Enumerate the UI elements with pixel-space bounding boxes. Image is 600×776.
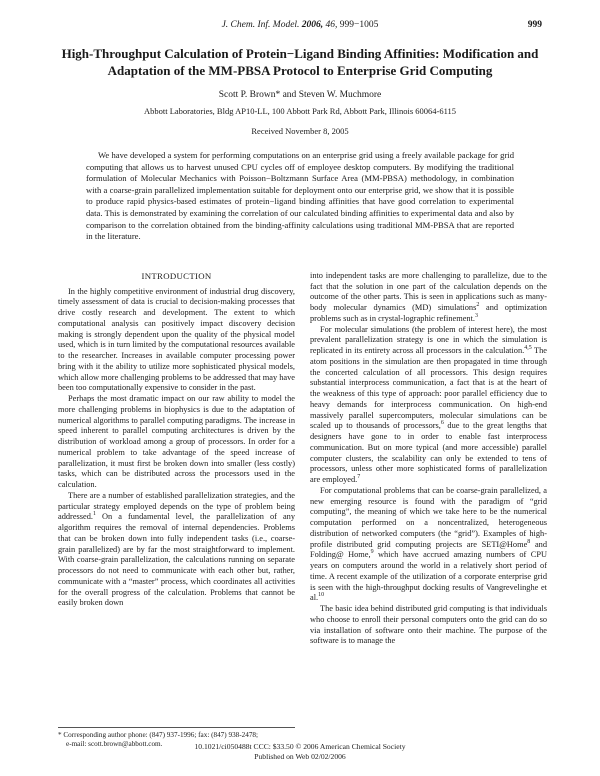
received-date: Received November 8, 2005 xyxy=(251,126,349,136)
journal-year: 2006, xyxy=(301,20,324,30)
author-2: Steven W. Muchmore xyxy=(298,90,382,100)
grid-part-a: For computational problems that can be coarse-grain parallelized, a new emerging resource is found with the paradigm of “grid computing”, the meaning of which we take here to be the numerical computation performed on a noncentralized, heterogeneous distribution of networked computers (the “grid”). Examples of high-profile distributed grid computing projects are SETI@Home xyxy=(310,485,547,549)
left-column xyxy=(58,270,295,748)
grid-part-b: and Folding@ Home, xyxy=(310,539,548,560)
journal-name: J. Chem. Inf. Model. xyxy=(221,20,300,30)
author-list xyxy=(58,89,542,101)
footnote-contact: * Corresponding author phone: (847) 937-1996; fax: (847) 938-2478; xyxy=(58,730,259,739)
citation-3: 3 xyxy=(474,312,478,319)
intro-paragraph-1: In the highly competitive environment of industrial drug discovery, timely assessment of data is crucial to decision-making processes that drive costly research and development. The extent to which computational analysis can positively impact discovery decision making is strongly dependent upon the quality of the physical model used, which is in turn limited by the computational resources available to the researcher. Increases in available computer processing power bring with it the ability to utilize more sophisticated physical models, which allow more challenging problems to be addressed that may have been too computationally expensive to consider in the past. xyxy=(58,286,295,393)
citation-6: 6 xyxy=(440,420,444,427)
article-title xyxy=(58,45,542,79)
grid-computing-paragraph xyxy=(310,486,547,604)
molsim-part-c: due to the great lengths that designers have gone to in order to enable fast interprocess communication. But on more typical (and more accessible) parallel computer clusters, the scalability can only be extended to tens of processors, unless other more sophisticated forms of parallelization are employed. xyxy=(310,421,547,484)
intro-paragraph-3 xyxy=(58,491,295,609)
citation-7: 7 xyxy=(357,474,361,481)
citation-1: 1 xyxy=(92,511,96,518)
section-heading-introduction: INTRODUCTION xyxy=(141,270,212,281)
citation-4-5: 4,5 xyxy=(524,345,532,352)
basic-idea-paragraph: The basic idea behind distributed grid computing is that individuals who choose to enroll their personal computers onto the grid can do so via installation of software onto their machine. The purpose of the software is to manage the xyxy=(310,604,547,646)
journal-citation xyxy=(58,20,542,30)
continued-paragraph-part-b: and optimization problems such as in crystal-lographic refinement. xyxy=(310,303,547,323)
page-number: 999 xyxy=(527,20,542,30)
citation-8: 8 xyxy=(527,538,531,545)
body-columns xyxy=(58,270,548,771)
affiliation: Abbott Laboratories, Bldg AP10-LL, 100 Abbott Park Rd, Abbott Park, Illinois 60064-6115 xyxy=(143,106,457,116)
right-column xyxy=(310,271,547,647)
published-line: Published on Web 02/02/2006 xyxy=(254,752,346,761)
footnote-email: e-mail: scott.brown@abbott.com. xyxy=(66,739,163,748)
citation-10: 10 xyxy=(318,592,325,599)
author-1: Scott P. Brown* xyxy=(218,90,281,100)
abstract-text: We have developed a system for performing computations on an enterprise grid using a freely available package for grid computing that allows us to harvest unused CPU cycles off of employee desktop computers. By modifying the traditional formulation of Molecular Mechanics with Poisson−Boltzmann Surface Area (MM-PBSA) methodology, in combination with a coarse-grain parallelized implementation suitable for deployment onto our enterprise grid, we show that it is possible to produce rapid physics-based estimates of protein−ligand binding affinities that have good correlation to experimental data. This is demonstrated by examining the correlation of our calculated binding affinities to experimental data and also by comparison to the correlation obtained from the binding-affinity calculations using traditional MM-PBSA that are reported in the literature. xyxy=(86,150,514,242)
molsim-part-b: The atom positions in the simulation are then propagated in time through the concerted calculation of all processors. This design requires substantial interprocess communication, a fact that is at the heart of the weakness of this type of approach: poor parallel efficiency due to heavy demands for interprocess communication. On high-end massively parallel supercomputers, molecular simulations can be scaled up to thousands of processors, xyxy=(310,346,547,431)
journal-volume: 46, xyxy=(325,20,338,30)
molsim-part-a: For molecular simulations (the problem of interest here), the most prevalent parallelization strategy is one in which the simulation is replicated in its entirety across all processors in the calculation. xyxy=(310,324,547,355)
running-head xyxy=(58,20,542,34)
abstract xyxy=(86,150,514,243)
title-line-2: Adaptation of the MM-PBSA Protocol to Enterprise Grid Computing xyxy=(107,63,493,78)
author-joiner: and xyxy=(282,90,297,100)
doi-line: 10.1021/ci050488t CCC: $33.50 © 2006 American Chemical Society xyxy=(194,742,406,751)
continued-paragraph xyxy=(310,271,547,325)
intro-paragraph-3-part-b: On a fundamental level, the parallelization of any algorithm requires the removal of internal dependencies. Problems that can be broken down into fully independent tasks (i.e., coarse-grain parallelized) are by far the most straightforward to implement. With coarse-grain parallelization, the calculations running on separate processors do not need to communicate with each other but, rather, communicate with a “master” process, which coordinates all activities for the overall progress of the calculation. Problems that cannot be easily broken down xyxy=(58,512,295,608)
grid-part-c: which have accrued amazing numbers of CPU years on computers around the world in a relatively short period of time. A recent example of the utilization of a corporate enterprise grid is seen with the high-throughput docking results of Vangrevelinghe et al. xyxy=(310,550,547,603)
citation-2: 2 xyxy=(476,302,480,309)
page-footer xyxy=(0,739,600,762)
intro-paragraph-3-part-a: There are a number of established parallelization strategies, and the particular strategy employed depends on the type of problem being addressed. xyxy=(58,490,295,522)
continued-paragraph-part-a: into independent tasks are more challenging to parallelize, due to the fact that the solution in one part of the calculation depends on the outcome of the other parts. This is seen in applications such as many-body molecular dynamics (MD) simulations xyxy=(310,270,547,312)
intro-paragraph-2: Perhaps the most dramatic impact on our raw ability to model the more challenging problems in biophysics is due to the adaptation of numerical algorithms to parallel computing paradigms. The increase in speed inherent to parallel computing architectures is driven by the distribution of workload among a group of processors. In order for a numerical problem to take advantage of the speed increase of parallelization, it must first be broken down into smaller (less costly) tasks, which can be distributed across the processors used in the calculation. xyxy=(58,394,295,489)
journal-pages: 999−1005 xyxy=(339,20,379,30)
citation-9: 9 xyxy=(370,549,374,556)
molecular-simulations-paragraph xyxy=(310,325,547,486)
title-line-1: High-Throughput Calculation of Protein−Ligand Binding Affinities: Modification and xyxy=(61,46,539,61)
